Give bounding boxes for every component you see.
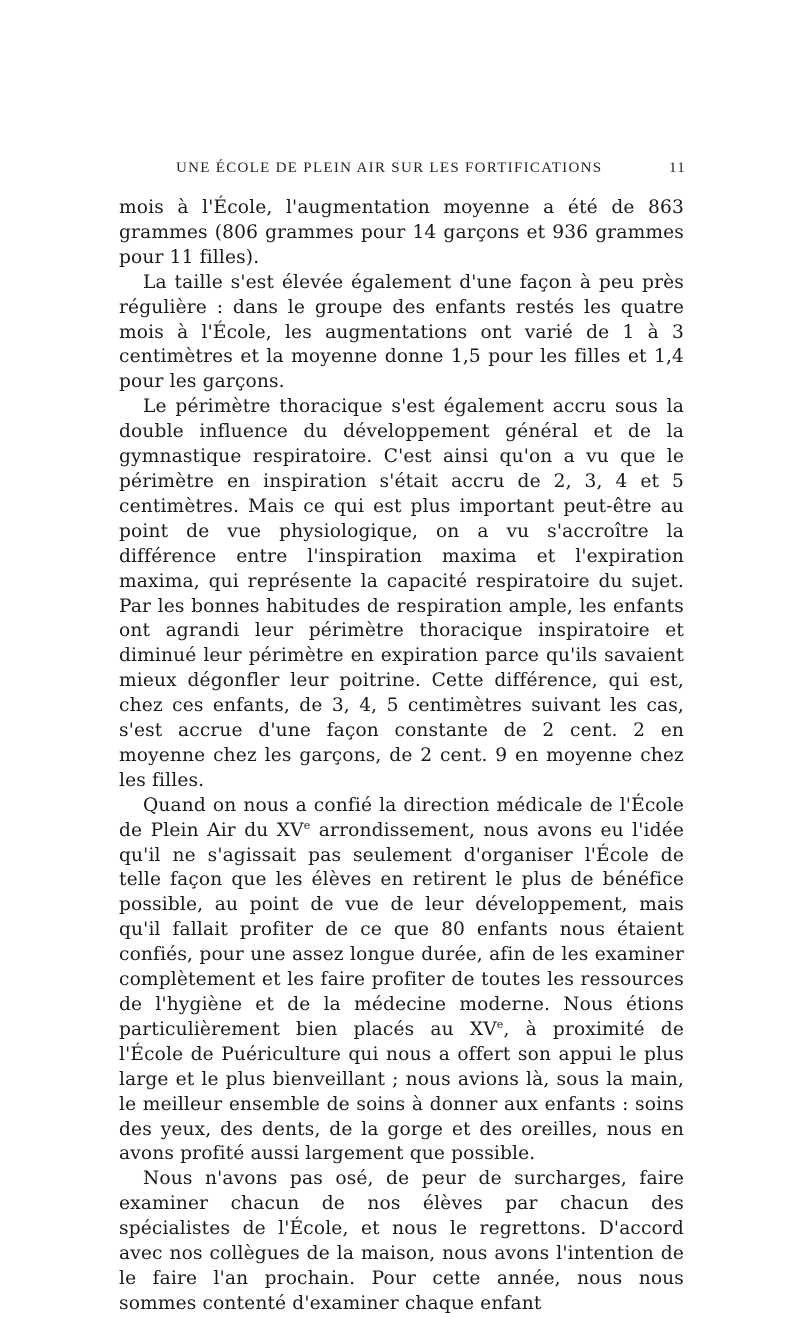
- page-number: 11: [668, 160, 686, 176]
- paragraph: [119, 794, 684, 1168]
- paragraph-text: mois à l'École, l'augmentation moyenne a été de 863 grammes (806 grammes pour 14 garçons et 936 grammes pour 11 filles).: [119, 197, 684, 268]
- superscript: e: [303, 818, 311, 832]
- paragraph-text: , à proximité de l'École de Puériculture qui nous a offert son appui le plus large et le plus bienveillant ; nous avions là, sous la main, le meilleur ensemble de soins à donner aux enfants : soins des yeux, des dents, de la gorge et des oreilles, nous en avons profité aussi largement que possible.: [119, 1018, 684, 1165]
- paragraph: [119, 395, 684, 794]
- paragraph-text: Nous n'avons pas osé, de peur de surcharges, faire examiner chacun de nos élèves par chacun des spécialistes de l'École, et nous le regrettons. D'accord avec nos collègues de la maison, nous avons l'intention de le faire l'an prochain. Pour cette année, nous nous sommes contenté d'examiner chaque enfant: [119, 1168, 684, 1314]
- paragraph-text: arrondissement, nous avons eu l'idée qu'il ne s'agissait pas seulement d'organiser l'École de telle façon que les élèves en retirent le plus de bénéfice possible, au point de vue de leur développement, mais qu'il fallait profiter de ce que 80 enfants nous étaient confiés, pour une assez longue durée, afin de les examiner complètement et les faire profiter de toutes les ressources de l'hygiène et de la médecine moderne. Nous étions particulièrement bien placés au XV: [119, 819, 684, 1040]
- running-title: UNE ÉCOLE DE PLEIN AIR SUR LES FORTIFICATIONS: [176, 160, 603, 176]
- superscript: e: [496, 1017, 504, 1031]
- paragraph: [119, 1167, 684, 1316]
- body-text: [119, 196, 684, 1317]
- paragraph: [119, 196, 684, 271]
- paragraph-text: Quand on nous a confié la direction médicale de l'École de Plein Air du XV: [119, 794, 684, 841]
- paragraph-text: Le périmètre thoracique s'est également accru sous la double influence du développement général et de la gymnastique respiratoire. C'est ainsi qu'on a vu que le périmètre en inspiration s'était accru de 2, 3, 4 et 5 centimètres. Mais ce qui est plus important peut-être au point de vue physiologique, on a vu s'accroître la différence entre l'inspiration maxima et l'expiration maxima, qui représente la capacité respiratoire du sujet. Par les bonnes habitudes de respiration ample, les enfants ont agrandi leur périmètre thoracique inspiratoire et diminué leur périmètre en expiration parce qu'ils savaient mieux dégonfler leur poitrine. Cette différence, qui est, chez ces enfants, de 3, 4, 5 centimètres suivant les cas, s'est accrue d'une façon constante de 2 cent. 2 en moyenne chez les garçons, de 2 cent. 9 en moyenne chez les filles.: [119, 396, 684, 791]
- paragraph: [119, 271, 684, 396]
- paragraph-text: La taille s'est élevée également d'une façon à peu près régulière : dans le groupe des enfants restés les quatre mois à l'École, les augmentations ont varié de 1 à 3 centimètres et la moyenne donne 1,5 pour les filles et 1,4 pour les garçons.: [119, 271, 684, 393]
